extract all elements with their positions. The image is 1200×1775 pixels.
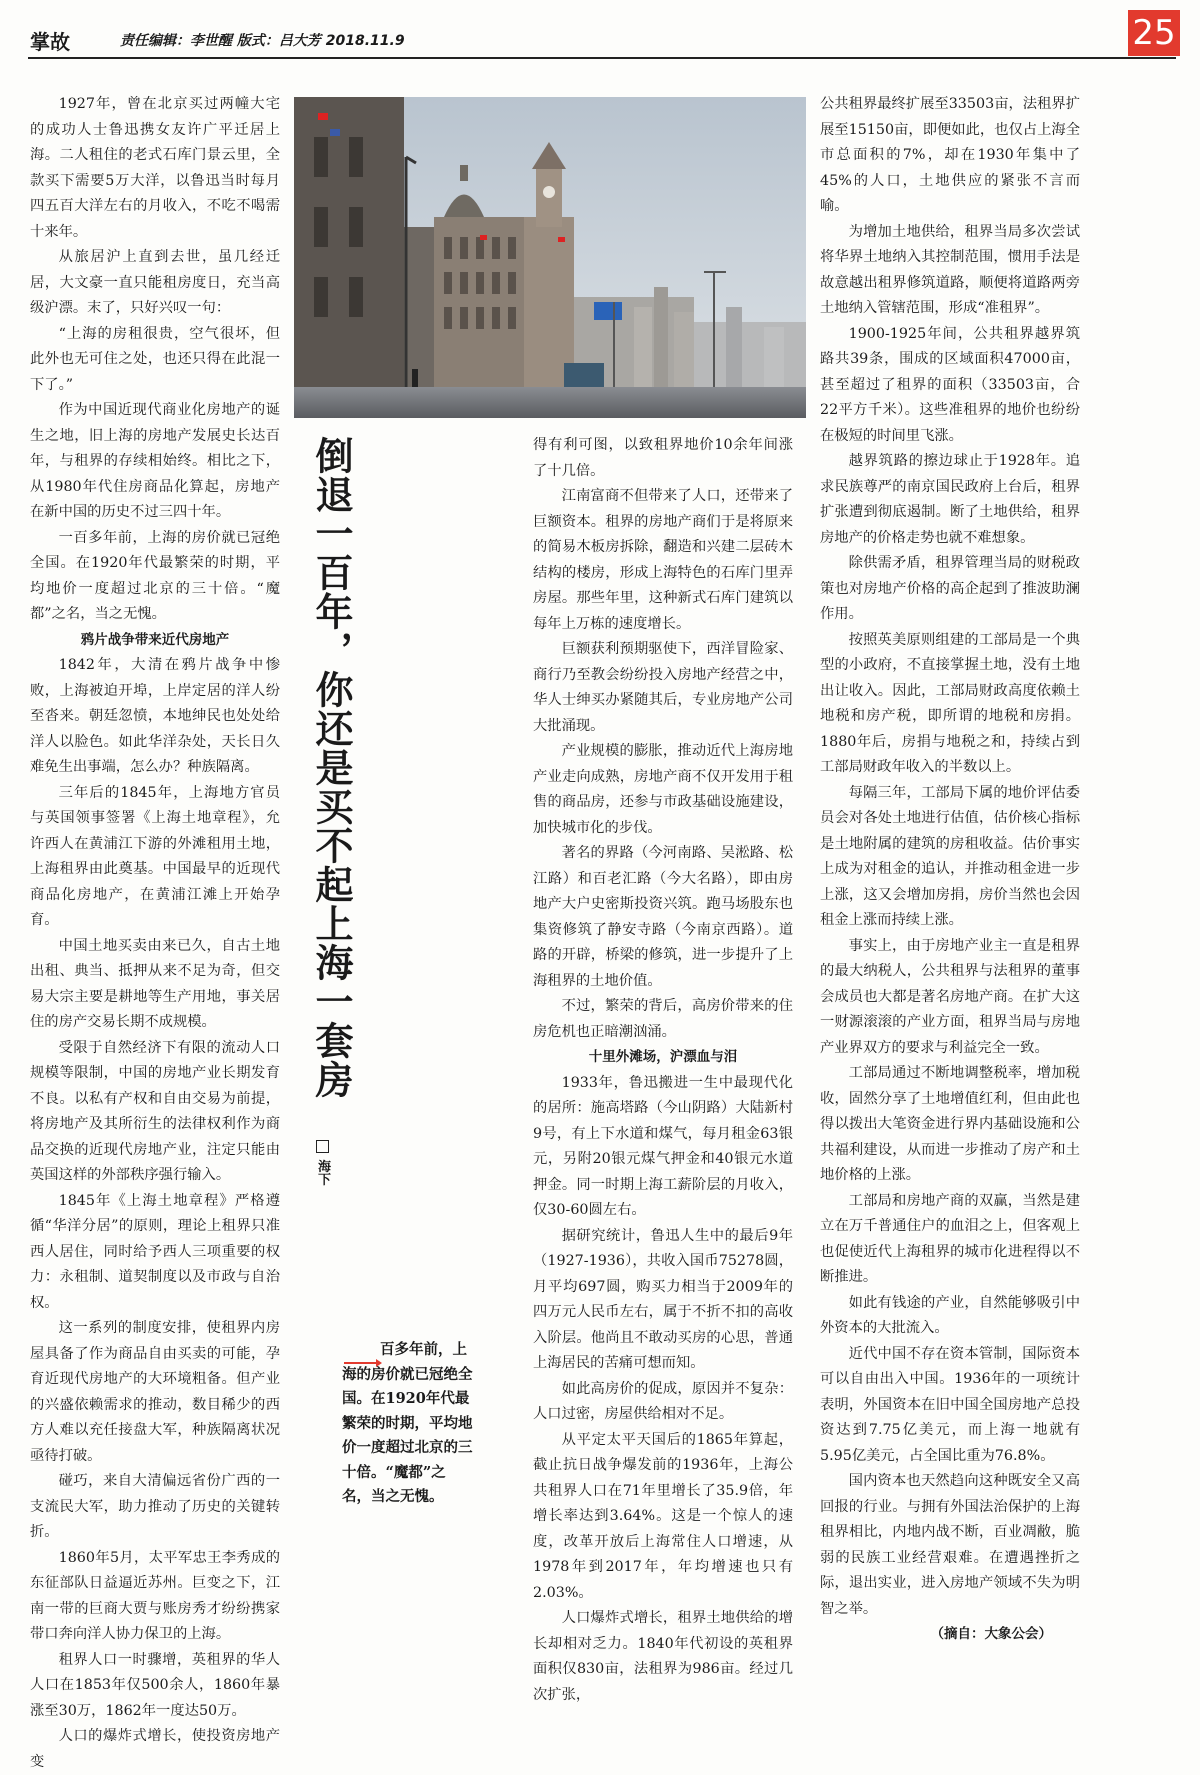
paragraph: 中国土地买卖由来已久，自古土地出租、典当、抵押从来不足为奇，但交易大宗主要是耕地等生产用地，事关居住的房产交易长期不成规模。 [30, 937, 280, 1030]
paragraph: 国内资本也天然趋向这种既安全又高回报的行业。与拥有外国法治保护的上海租界相比，内地内战不断，百业凋敝，脆弱的民族工业经营艰难。在遭遇挫折之际，退出实业，进入房地产领域不失为明智之举。 [820, 1473, 1080, 1617]
paragraph: 租界人口一时骤增，英租界的华人人口在1853年仅500余人，1860年暴涨至30万，1862年一度达50万。 [30, 1651, 280, 1719]
bund-street-photo [294, 97, 806, 418]
paragraph: 巨额获利预期驱使下，西洋冒险家、商行乃至教会纷纷投入房地产经营之中，华人士绅买办紧随其后，专业房地产公司大批涌现。 [533, 641, 793, 734]
paragraph: 如此有钱途的产业，自然能够吸引中外资本的大批流入。 [820, 1294, 1080, 1336]
paragraph: 近代中国不存在资本管制，国际资本可以自由出入中国。1936年的一项统计表明，外国资本在旧中国全国房地产总投资达到7.75亿美元，而上海一地就有5.95亿美元，占全国比重为76.8%。 [820, 1345, 1080, 1464]
paragraph: 不过，繁荣的背后，高房价带来的住房危机也正暗潮汹涌。 [533, 998, 793, 1040]
paragraph: 越界筑路的擦边球止于1928年。追求民族尊严的南京国民政府上台后，租界扩张遭到彻底遏制。断了土地供给，租界房地产的价格走势也就不难想象。 [820, 453, 1080, 546]
paragraph: 1842年，大清在鸦片战争中惨败，上海被迫开埠，上岸定居的洋人纷至沓来。朝廷忽愤，本地绅民也处处给洋人以脸色。如此华洋杂处，天长日久难免生出事端，怎么办？种族隔离。 [30, 657, 280, 775]
paragraph: 得有利可图，以致租界地价10余年间涨了十几倍。 [533, 437, 793, 479]
paragraph: 除供需矛盾，租界管理当局的财税政策也对房地产价格的高企起到了推波助澜作用。 [820, 555, 1080, 622]
section-name: 掌故 [30, 30, 70, 54]
article-column-3 [820, 92, 1080, 1648]
paragraph: 一百多年前，上海的房价就已冠绝全国。在1920年代最繁荣的时期，平均地价一度超过北京的三十倍。“魔都”之名，当之无愧。 [30, 529, 280, 622]
paragraph: 受限于自然经济下有限的流动人口规模等限制，中国的房地产业长期发育不良。以私有产权和自由交易为前提，将房地产及其所衍生的法律权利作为商品交换的近现代房地产业，注定只能由英国这样的外部秩序强行输入。 [30, 1039, 280, 1183]
paragraph: “上海的房租很贵，空气很坏，但此外也无可住之处，也还只得在此混一下了。” [30, 325, 280, 393]
byline [313, 1140, 332, 1186]
header-rule [28, 57, 1176, 59]
paragraph: 1933年，鲁迅搬进一生中最现代化的居所：施高塔路（今山阴路）大陆新村9号，有上下水道和煤气，每月租金63银元，另附20银元煤气押金和40银元水道押金。同一时期上海工薪阶层的月收入，仅30-60圆左右。 [533, 1074, 793, 1218]
author-name: 海下 [315, 1159, 330, 1186]
paragraph: 作为中国近现代商业化房地产的诞生之地，旧上海的房地产发展史长达百年，与租界的存续相始终。相比之下，从1980年代住房商品化算起，房地产在新中国的历史不过三四十年。 [30, 402, 280, 520]
paragraph: 从平定太平天国后的1865年算起，截止抗日战争爆发前的1936年，上海公共租界人口在71年里增长了35.9倍，年增长率达到3.64%。这是一个惊人的速度，改革开放后上海常住人口增速，从1978年到2017年，年均增速也只有2.03%。 [533, 1431, 793, 1601]
paragraph: 从旅居沪上直到去世，虽几经迁居，大文豪一直只能租房度日，充当高级沪漂。末了，只好兴叹一句： [30, 249, 280, 316]
paragraph: 人口的爆炸式增长，使投资房地产变 [30, 1728, 280, 1770]
paragraph: 碰巧，来自大清偏远省份广西的一支流民大军，助力推动了历史的关键转折。 [30, 1473, 280, 1540]
paragraph: 产业规模的膨胀，推动近代上海房地产业走向成熟，房地产商不仅开发用于租售的商品房，还参与市政基础设施建设，加快城市化的步伐。 [533, 743, 793, 836]
paragraph: 按照英美原则组建的工部局是一个典型的小政府，不直接掌握土地，没有土地出让收入。因此，工部局财政高度依赖土地税和房产税，即所谓的地税和房捐。1880年后，房捐与地税之和，持续占到工部局财政年收入的半数以上。 [820, 631, 1080, 775]
section-heading: 鸦片战争带来近代房地产 [80, 631, 230, 648]
article-column-2 [533, 433, 793, 1708]
paragraph: 如此高房价的促成，原因并不复杂：人口过密，房屋供给相对不足。 [533, 1380, 793, 1422]
paragraph: 三年后的1845年，上海地方官员与英国领事签署《上海土地章程》，允许西人在黄浦江下游的外滩租用土地，上海租界由此奠基。中国最早的近现代商品化房地产，在黄浦江滩上开始孕育。 [30, 784, 280, 928]
pull-quote [342, 1338, 474, 1510]
article-column-1 [30, 92, 280, 1775]
pull-quote-text: 百多年前，上海的房价就已冠绝全国。在1920年代最繁荣的时期，平均地价一度超过北京的三十倍。“魔都”之名，当之无愧。 [342, 1341, 473, 1505]
paragraph: 事实上，由于房地产业主一直是租界的最大纳税人，公共租界与法租界的董事会成员也大都是著名房地产商。在扩大这一财源滚滚的产业方面，租界当局与房地产业界双方的要求与利益完全一致。 [820, 937, 1080, 1056]
paragraph: 工部局和房地产商的双赢，当然是建立在万千普通住户的血泪之上，但客观上也促使近代上海租界的城市化进程得以不断推进。 [820, 1192, 1080, 1285]
paragraph: 公共租界最终扩展至33503亩，法租界扩展至15150亩，即便如此，也仅占上海全市总面积的7%，却在1930年集中了45%的人口，土地供应的紧张不言而喻。 [820, 96, 1080, 214]
page-header [30, 13, 1180, 54]
paragraph: 1900-1925年间，公共租界越界筑路共39条，围成的区域面积47000亩，甚至超过了租界的面积（33503亩，合22平方千米）。这些准租界的地价也纷纷在极短的时间里飞涨。 [820, 325, 1080, 444]
byline-box-icon [316, 1140, 329, 1153]
paragraph: 1860年5月，太平军忠王李秀成的东征部队日益逼近苏州。巨变之下，江南一带的巨商大贾与账房秀才纷纷携家带口奔向洋人协力保卫的上海。 [30, 1549, 280, 1642]
paragraph: 江南富商不但带来了人口，还带来了巨额资本。租界的房地产商们于是将原来的简易木板房拆除，翻造和兴建二层砖木结构的楼房，形成上海特色的石库门里弄房屋。那些年里，这种新式石库门建筑以每年上万栋的速度增长。 [533, 488, 793, 632]
article-headline: 倒退一百年，你还是买不起上海一套房 [309, 436, 354, 1099]
paragraph: 这一系列的制度安排，使租界内房屋具备了作为商品自由买卖的可能，孕育近现代房地产的大环境粗备。但产业的兴盛依赖需求的推动，数目稀少的西方人难以充任接盘大军，种族隔离状况亟待打破。 [30, 1320, 280, 1464]
paragraph: 据研究统计，鲁迅人生中的最后9年（1927-1936），共收入国币75278圆，月平均697圆，购买力相当于2009年的四万元人民币左右，属于不折不扣的高收入阶层。他尚且不敢动买房的心思，普通上海居民的苦痛可想而知。 [533, 1227, 793, 1371]
editor-info: 责任编辑：李世醒 版式：吕大芳 2018.11.9 [120, 33, 405, 49]
source-credit: （摘自：大象公会） [930, 1626, 1052, 1642]
page-number: 25 [1128, 10, 1180, 56]
paragraph: 1845年《上海土地章程》严格遵循“华洋分居”的原则，理论上租界只准西人居住，同时给予西人三项重要的权力：永租制、道契制度以及市政与自治权。 [30, 1192, 280, 1311]
paragraph: 工部局通过不断地调整税率，增加税收，固然分享了土地增值红利，但由此也得以拨出大笔资金进行界内基础设施和公共福利建设，从而进一步推动了房产和土地价格的上涨。 [820, 1065, 1080, 1183]
paragraph: 著名的界路（今河南路、吴淞路、松江路）和百老汇路（今大名路），即由房地产大户史密斯投资兴筑。跑马场股东也集资修筑了静安寺路（今南京西路）。道路的开辟，桥梁的修筑，进一步提升了上海租界的土地价值。 [533, 845, 793, 989]
paragraph: 1927年，曾在北京买过两幢大宅的成功人士鲁迅携女友许广平迁居上海。二人租住的老式石库门景云里，全款买下需要5万大洋，以鲁迅当时每月四五百大洋左右的月收入，不吃不喝需十来年。 [30, 96, 280, 240]
paragraph: 为增加土地供给，租界当局多次尝试将华界土地纳入其控制范围，惯用手法是故意越出租界修筑道路，顺便将道路两旁土地纳入管辖范围，形成“准租界”。 [820, 223, 1080, 316]
paragraph: 人口爆炸式增长，租界土地供给的增长却相对乏力。1840年代初设的英租界面积仅830亩，法租界为986亩。经过几次扩张， [533, 1610, 793, 1703]
paragraph: 每隔三年，工部局下属的地价评估委员会对各处土地进行估值，估价核心指标是土地附属的建筑的房租收益。估价事实上成为对租金的追认，并推动租金进一步上涨，这又会增加房捐，房价当然也会因租金上涨而持续上涨。 [820, 784, 1080, 928]
section-heading: 十里外滩场，沪漂血与泪 [588, 1049, 738, 1065]
